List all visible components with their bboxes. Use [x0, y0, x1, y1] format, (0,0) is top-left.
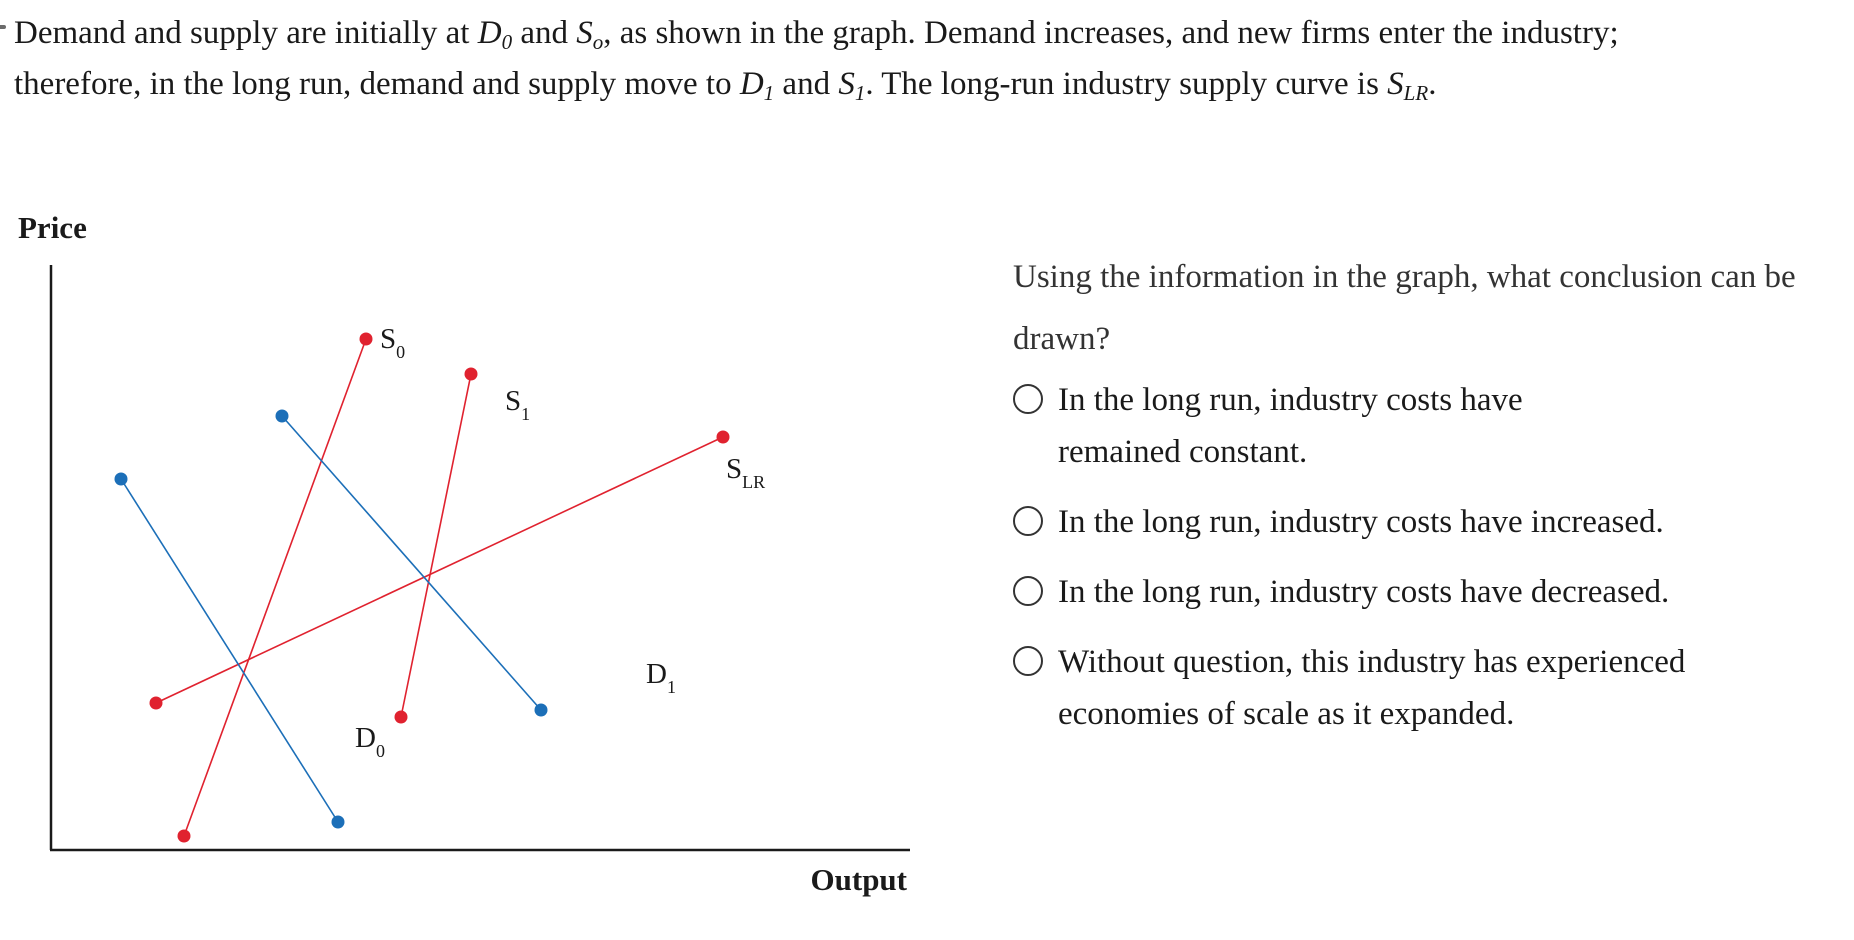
- radio-button[interactable]: [1013, 576, 1043, 606]
- radio-button[interactable]: [1013, 646, 1043, 676]
- option-decreased[interactable]: [1013, 566, 1843, 618]
- endpoint-s1-end[interactable]: [465, 368, 478, 381]
- problem-intro: [14, 8, 1834, 110]
- endpoint-slr-start[interactable]: [150, 697, 163, 710]
- label-s0: $S_0$: [380, 323, 406, 362]
- curve-d0: [121, 479, 338, 822]
- option-label: In the long run, industry costs have remained constant.: [1058, 382, 1523, 470]
- endpoint-d1-end[interactable]: [535, 704, 548, 717]
- curves-layer: [115, 333, 730, 843]
- endpoint-s1-start[interactable]: [395, 711, 408, 724]
- endpoint-d1-start[interactable]: [276, 410, 289, 423]
- curve-s1: [401, 374, 471, 717]
- endpoint-s0-start[interactable]: [178, 830, 191, 843]
- option-economies-of-scale[interactable]: [1013, 636, 1843, 740]
- endpoint-slr-end[interactable]: [717, 431, 730, 444]
- label-d0: $D_0$: [355, 722, 385, 761]
- x-axis-label: Output: [810, 862, 907, 897]
- curve-slr: [156, 437, 723, 703]
- question-prompt: Using the information in the graph, what conclusion can be drawn?: [1013, 259, 1796, 357]
- option-increased[interactable]: [1013, 496, 1843, 548]
- label-slr: $S_{LR}$: [726, 453, 766, 492]
- radio-button[interactable]: [1013, 506, 1043, 536]
- endpoint-d0-start[interactable]: [115, 473, 128, 486]
- intro-line-1: Demand and supply are initially at $D_0$ and $S_o$, as shown in the graph. Demand increases, and new firms enter the industry;: [14, 15, 1619, 54]
- label-s1: $S_1$: [505, 385, 531, 424]
- endpoint-d0-end[interactable]: [332, 816, 345, 829]
- option-label: In the long run, industry costs have decreased.: [1058, 574, 1670, 610]
- label-d1: $D_1$: [646, 658, 676, 697]
- radio-button[interactable]: [1013, 384, 1043, 414]
- curve-s0: [184, 339, 366, 836]
- question-panel: [1013, 246, 1843, 758]
- bullet-marker: [0, 25, 6, 29]
- supply-demand-graph: [0, 200, 940, 920]
- option-label: Without question, this industry has experienced economies of scale as it expanded.: [1058, 644, 1686, 732]
- y-axis-label: Price: [18, 210, 87, 245]
- endpoint-s0-end[interactable]: [360, 333, 373, 346]
- intro-line-2: therefore, in the long run, demand and supply move to $D_1$ and $S_1$. The long-run industry supply curve is $S_{LR}$.: [14, 66, 1437, 105]
- option-label: In the long run, industry costs have increased.: [1058, 504, 1664, 540]
- option-constant[interactable]: [1013, 374, 1843, 478]
